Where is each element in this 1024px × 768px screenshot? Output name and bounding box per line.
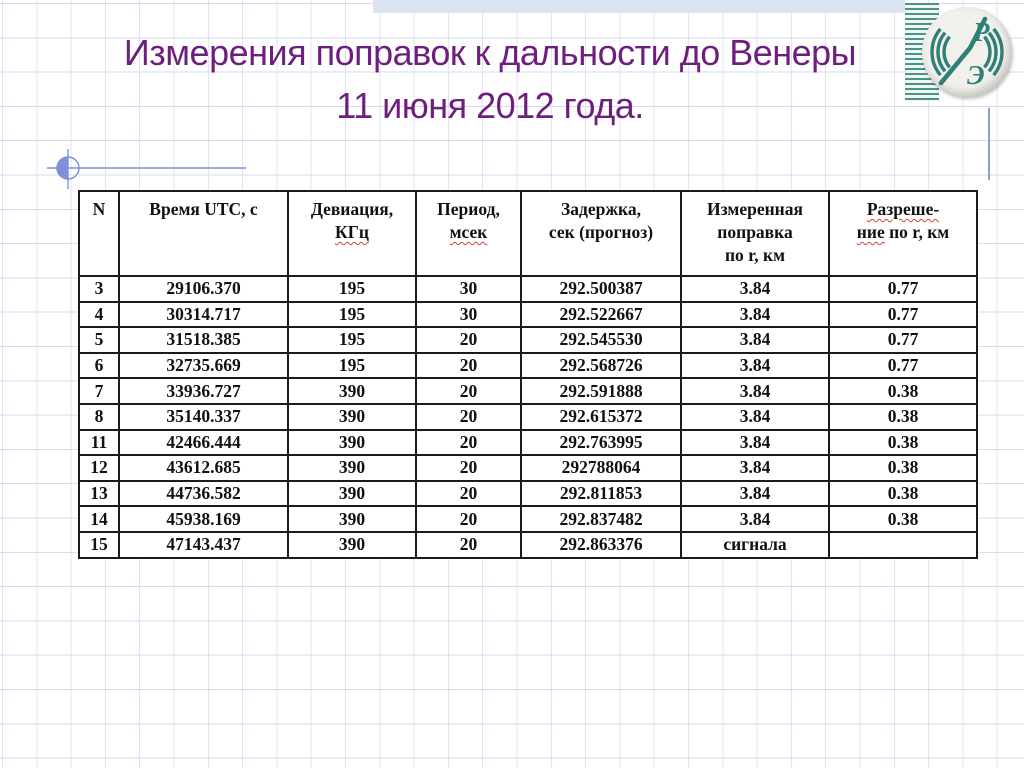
table-header-row — [79, 191, 977, 276]
table-cell: 0.77 — [829, 353, 977, 379]
table-cell: 7 — [79, 378, 119, 404]
table-cell: 20 — [416, 506, 521, 532]
table-row — [79, 532, 977, 558]
table-cell: 45938.169 — [119, 506, 288, 532]
table-cell: 195 — [288, 327, 416, 353]
radio-waves-left-icon — [932, 29, 950, 75]
table-cell: 292.522667 — [521, 302, 681, 328]
table-cell: 3.84 — [681, 378, 829, 404]
logo-letter-r: Р — [973, 17, 990, 47]
table-cell: 3.84 — [681, 455, 829, 481]
compass-half-fill — [57, 157, 68, 179]
table-cell: 4 — [79, 302, 119, 328]
table-row — [79, 353, 977, 379]
table-cell: 3.84 — [681, 404, 829, 430]
slide-title-line2: 11 июня 2012 года. — [336, 85, 644, 126]
table-cell: 0.38 — [829, 455, 977, 481]
top-accent-band — [373, 0, 905, 13]
slide-title — [40, 26, 940, 132]
table-cell: 390 — [288, 455, 416, 481]
column-header: Девиация, КГц — [288, 191, 416, 276]
table-row — [79, 276, 977, 302]
column-header: Период, мсек — [416, 191, 521, 276]
table-body — [79, 276, 977, 558]
table-cell: 292.863376 — [521, 532, 681, 558]
table-row — [79, 506, 977, 532]
table-cell: 14 — [79, 506, 119, 532]
table-cell: 20 — [416, 532, 521, 558]
table-cell: 3.84 — [681, 506, 829, 532]
column-header: N — [79, 191, 119, 276]
table-cell: 292.545530 — [521, 327, 681, 353]
table-cell: 11 — [79, 430, 119, 456]
table-cell: 47143.437 — [119, 532, 288, 558]
table-cell: 390 — [288, 506, 416, 532]
radio-electronics-logo — [905, 1, 1005, 104]
table-cell: 292788064 — [521, 455, 681, 481]
table-cell: 292.500387 — [521, 276, 681, 302]
logo-letter-e: Э — [967, 60, 985, 90]
table-row — [79, 302, 977, 328]
table-cell: 390 — [288, 532, 416, 558]
table-cell: 30314.717 — [119, 302, 288, 328]
table-cell: 292.837482 — [521, 506, 681, 532]
table-cell: 195 — [288, 302, 416, 328]
table-cell: 20 — [416, 481, 521, 507]
table-cell: 390 — [288, 481, 416, 507]
table-cell: 292.568726 — [521, 353, 681, 379]
table-cell: 30 — [416, 276, 521, 302]
table-cell: 0.38 — [829, 506, 977, 532]
table-cell: 195 — [288, 276, 416, 302]
table-row — [79, 404, 977, 430]
table-cell: 20 — [416, 430, 521, 456]
table-cell: 0.77 — [829, 302, 977, 328]
table-cell: 390 — [288, 404, 416, 430]
table-cell: 30 — [416, 302, 521, 328]
column-header: Измеренная поправка по r, км — [681, 191, 829, 276]
table-cell: 20 — [416, 455, 521, 481]
table-cell: 195 — [288, 353, 416, 379]
table-cell: 3.84 — [681, 353, 829, 379]
measurements-table — [78, 190, 978, 559]
table-cell: 292.811853 — [521, 481, 681, 507]
table-cell: 44736.582 — [119, 481, 288, 507]
table-cell: 20 — [416, 378, 521, 404]
vertical-accent-line — [988, 108, 990, 180]
table-cell: 5 — [79, 327, 119, 353]
table-cell: 3.84 — [681, 481, 829, 507]
table-cell: 3.84 — [681, 430, 829, 456]
table-cell: 292.615372 — [521, 404, 681, 430]
table-cell: 292.591888 — [521, 378, 681, 404]
table-cell: 43612.685 — [119, 455, 288, 481]
table-cell: 33936.727 — [119, 378, 288, 404]
table-cell: 0.38 — [829, 404, 977, 430]
table-cell: 292.763995 — [521, 430, 681, 456]
table-cell: 3.84 — [681, 302, 829, 328]
table-row — [79, 327, 977, 353]
table-cell: 20 — [416, 404, 521, 430]
table-row — [79, 378, 977, 404]
table-row — [79, 430, 977, 456]
table-cell: 0.77 — [829, 327, 977, 353]
logo-circle — [922, 7, 1012, 97]
table-cell — [829, 532, 977, 558]
table-cell: сигнала — [681, 532, 829, 558]
column-header: Задержка, сек (прогноз) — [521, 191, 681, 276]
table-cell: 32735.669 — [119, 353, 288, 379]
table-cell: 31518.385 — [119, 327, 288, 353]
table-cell: 390 — [288, 378, 416, 404]
column-header: Время UTC, с — [119, 191, 288, 276]
table-cell: 0.38 — [829, 481, 977, 507]
table-cell: 8 — [79, 404, 119, 430]
table-cell: 3.84 — [681, 327, 829, 353]
table-row — [79, 455, 977, 481]
table-cell: 12 — [79, 455, 119, 481]
table-row — [79, 481, 977, 507]
table-cell: 0.38 — [829, 378, 977, 404]
table-cell: 3 — [79, 276, 119, 302]
table-cell: 15 — [79, 532, 119, 558]
column-header: Разреше- ние по r, км — [829, 191, 977, 276]
table-cell: 42466.444 — [119, 430, 288, 456]
table-cell: 29106.370 — [119, 276, 288, 302]
table-cell: 390 — [288, 430, 416, 456]
table-cell: 13 — [79, 481, 119, 507]
table-cell: 0.38 — [829, 430, 977, 456]
logo-glyphs — [922, 7, 1012, 97]
table-cell: 3.84 — [681, 276, 829, 302]
table-cell: 20 — [416, 327, 521, 353]
slide-title-line1: Измерения поправок к дальности до Венеры — [123, 32, 857, 73]
table-cell: 20 — [416, 353, 521, 379]
table-cell: 35140.337 — [119, 404, 288, 430]
table-cell: 6 — [79, 353, 119, 379]
table-cell: 0.77 — [829, 276, 977, 302]
